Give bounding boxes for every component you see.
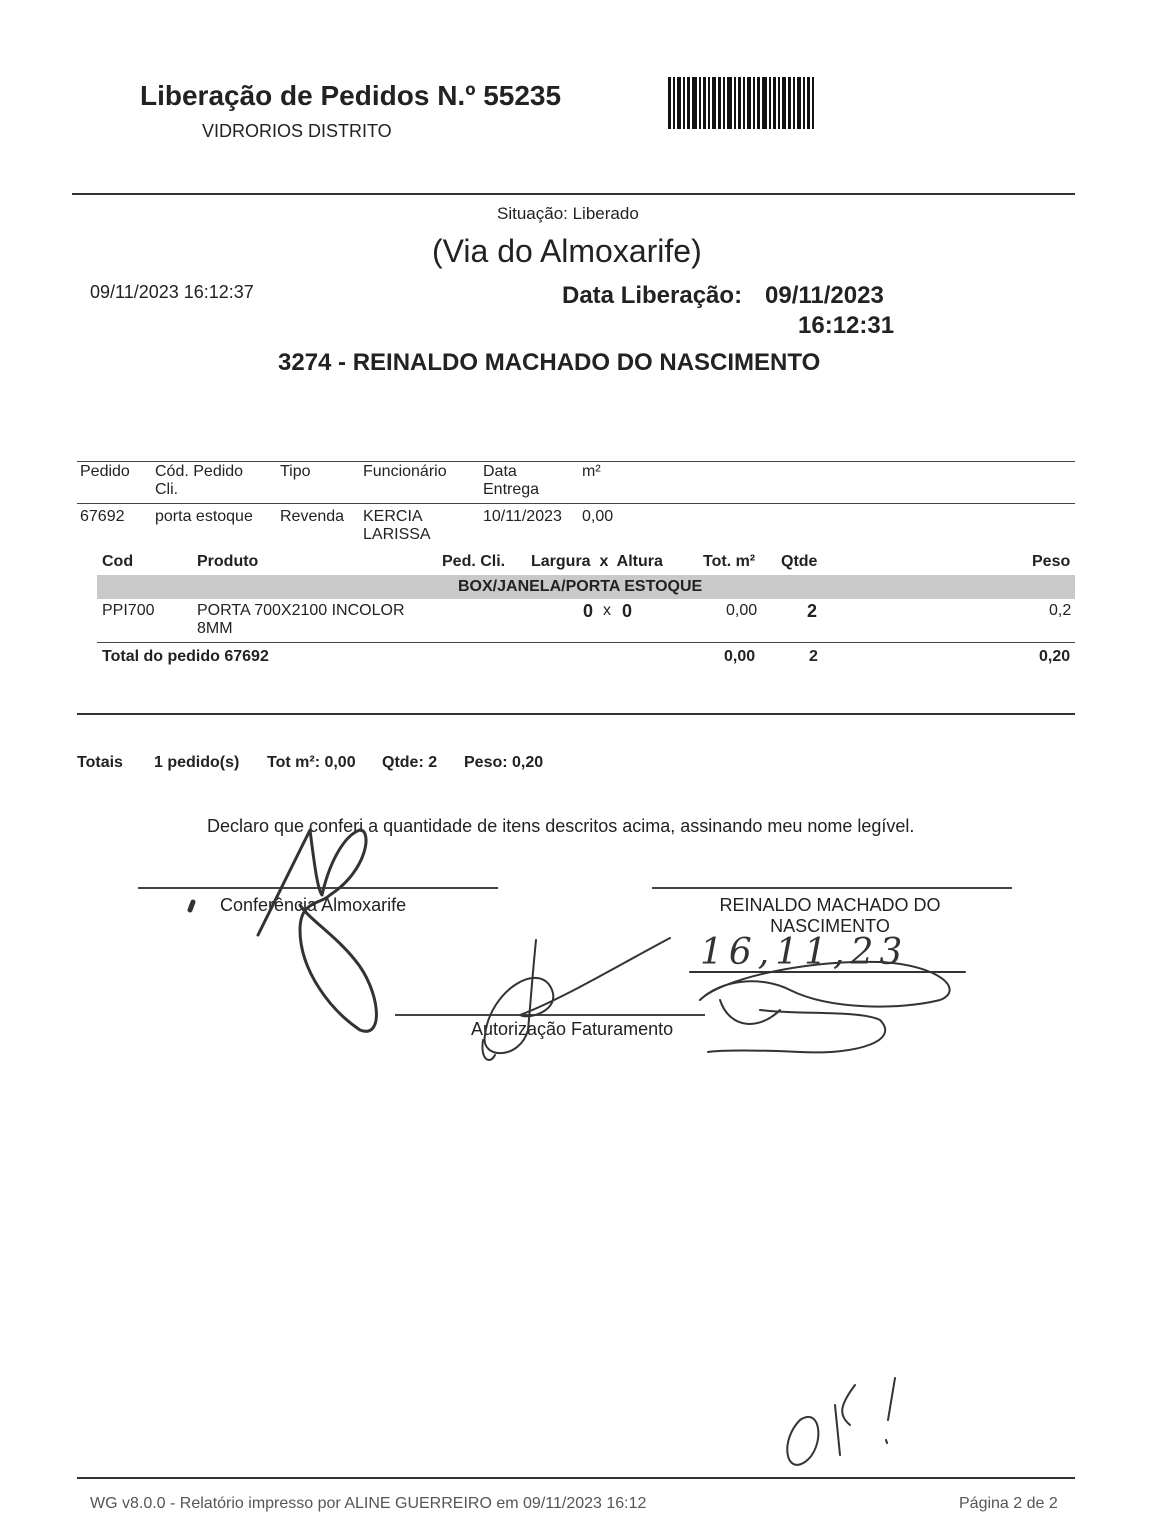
signature-label-autorizacao: Autorização Faturamento: [471, 1019, 674, 1039]
client-name: 3274 - REINALDO MACHADO DO NASCIMENTO: [278, 349, 821, 376]
prod-header-produto: Produto: [197, 553, 259, 570]
totais-label: Totais: [77, 754, 123, 771]
order-m2: 0,00: [582, 508, 614, 525]
order-total-peso: 0,20: [1039, 648, 1071, 665]
totais-peso: Peso: 0,20: [464, 754, 544, 771]
product-x: x: [603, 602, 611, 619]
col-header-data-entrega: Data Entrega: [483, 463, 540, 498]
release-date-label: Data Liberação:: [562, 282, 743, 309]
order-total-qtde: 2: [809, 648, 818, 665]
totais-pedidos: 1 pedido(s): [154, 754, 240, 771]
order-total-label: Total do pedido 67692: [102, 648, 269, 665]
prod-header-qtde: Qtde: [781, 553, 818, 570]
order-funcionario: KERCIA LARISSA: [363, 508, 431, 543]
declaration-text: Declaro que conferi a quantidade de itens descritos acima, assinando meu nome legível.: [207, 816, 915, 836]
printed-datetime: 09/11/2023 16:12:37: [90, 282, 254, 302]
footer-divider: [77, 1477, 1075, 1479]
ok-mark: [787, 1417, 818, 1465]
totais-m2: Tot m²: 0,00: [267, 754, 356, 771]
handwritten-date: 16,11,23: [700, 932, 909, 973]
prod-header-peso: Peso: [1032, 553, 1071, 570]
signature-label-conferencia: Conferência Almoxarife: [220, 895, 407, 915]
copy-label: (Via do Almoxarife): [432, 233, 702, 269]
totais-qtde: Qtde: 2: [382, 754, 438, 771]
report-title: Liberação de Pedidos N.º 55235: [140, 80, 562, 111]
footer-print-info: WG v8.0.0 - Relatório impresso por ALINE GUERREIRO em 09/11/2023 16:12: [90, 1495, 647, 1512]
product-name: PORTA 700X2100 INCOLOR 8MM: [197, 602, 405, 637]
prod-header-cod: Cod: [102, 553, 134, 570]
product-peso: 0,2: [1049, 602, 1072, 619]
release-date: 09/11/2023: [765, 282, 884, 309]
prod-header-ped-cli: Ped. Cli.: [442, 553, 506, 570]
product-tot-m2: 0,00: [726, 602, 758, 619]
release-time: 16:12:31: [798, 312, 895, 339]
order-cod-pedido-cli: porta estoque: [155, 508, 253, 525]
signature-label-client: REINALDO MACHADO DO NASCIMENTO: [719, 895, 941, 936]
order-total-m2: 0,00: [724, 648, 756, 665]
signature-almoxarife-mark: [258, 830, 376, 1031]
status-text: Situação: Liberado: [497, 204, 639, 223]
footer-page-number: Página 2 de 2: [959, 1495, 1058, 1512]
order-data-entrega: 10/11/2023: [483, 508, 562, 525]
col-header-funcionario: Funcionário: [363, 463, 447, 480]
company-name: VIDRORIOS DISTRITO: [202, 121, 392, 141]
col-header-m2: m²: [582, 463, 601, 480]
order-pedido: 67692: [80, 508, 125, 525]
product-largura: 0: [583, 601, 594, 621]
product-qtde: 2: [807, 601, 818, 621]
col-header-tipo: Tipo: [280, 463, 311, 480]
signature-autorizacao-mark: [485, 938, 670, 1053]
prod-header-largura-altura: Largura x Altura: [531, 553, 663, 570]
group-label: BOX/JANELA/PORTA ESTOQUE: [458, 578, 703, 595]
product-cod: PPI700: [102, 602, 155, 619]
prod-header-tot-m2: Tot. m²: [703, 553, 756, 570]
product-altura: 0: [622, 601, 633, 621]
col-header-cod-pedido-cli: Cód. Pedido Cli.: [155, 463, 244, 498]
order-tipo: Revenda: [280, 508, 345, 525]
col-header-pedido: Pedido: [80, 463, 130, 480]
